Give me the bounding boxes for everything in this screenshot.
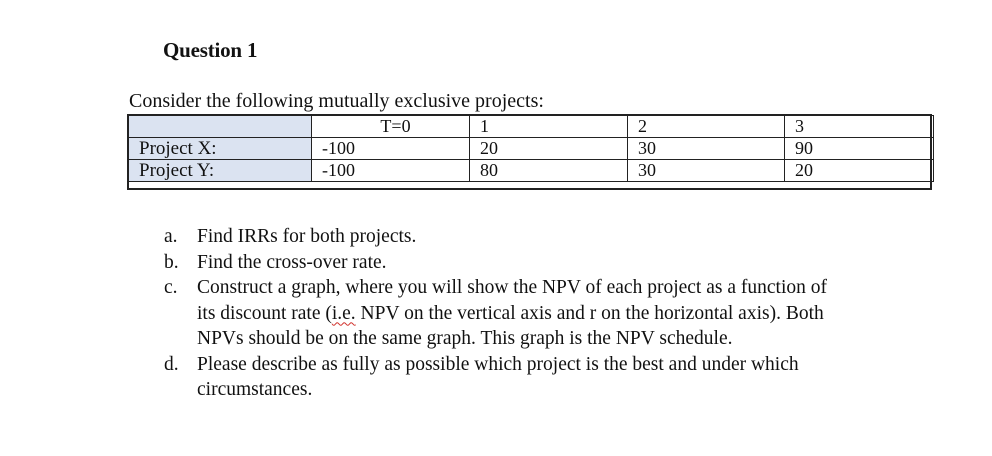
question-list (164, 224, 844, 403)
list-item-text-part: Construct a graph, where you will show the NPV of each project as a function of its discount rate ( (197, 277, 827, 324)
list-item (164, 224, 844, 250)
question-heading: Question 1 (163, 38, 258, 62)
list-item-text: Please describe as fully as possible which project is the best and under which circumstances. (197, 353, 799, 400)
table-header-cell (129, 116, 312, 138)
spellcheck-flagged-word: i.e. (331, 302, 356, 324)
intro-text: Consider the following mutually exclusive projects: (129, 90, 544, 112)
list-item-text-part: NPV on the vertical axis and r on the horizontal axis). Both NPVs should be on the same graph. This graph is the NPV schedule. (197, 302, 824, 349)
row-label: Project X: (129, 138, 312, 160)
row-label: Project Y: (129, 160, 312, 182)
table-cell: -100 (312, 160, 470, 182)
list-item-text: Find the cross-over rate. (197, 251, 387, 273)
list-item-text: Find IRRs for both projects. (197, 226, 417, 247)
list-marker: c. (164, 277, 178, 298)
table-cell: 20 (470, 138, 628, 160)
table-cell: 30 (628, 138, 785, 160)
table-cell: -100 (312, 138, 470, 160)
table-row (129, 138, 934, 160)
table-cell: 20 (785, 160, 934, 182)
list-item (164, 275, 844, 352)
list-marker: b. (164, 251, 179, 273)
table-cell: 80 (470, 160, 628, 182)
table-cell: 90 (785, 138, 934, 160)
table-header-row (129, 116, 934, 138)
table-header-cell: 1 (470, 116, 628, 138)
table-header-cell: 3 (785, 116, 934, 138)
list-item (164, 352, 844, 403)
table-cell: 30 (628, 160, 785, 182)
list-item-text (197, 277, 827, 349)
table-header-cell: T=0 (312, 116, 470, 138)
list-marker: d. (164, 353, 179, 375)
cash-flow-table (128, 115, 934, 182)
list-marker: a. (164, 226, 178, 247)
list-item (164, 250, 844, 276)
table-header-cell: 2 (628, 116, 785, 138)
table-row (129, 160, 934, 182)
